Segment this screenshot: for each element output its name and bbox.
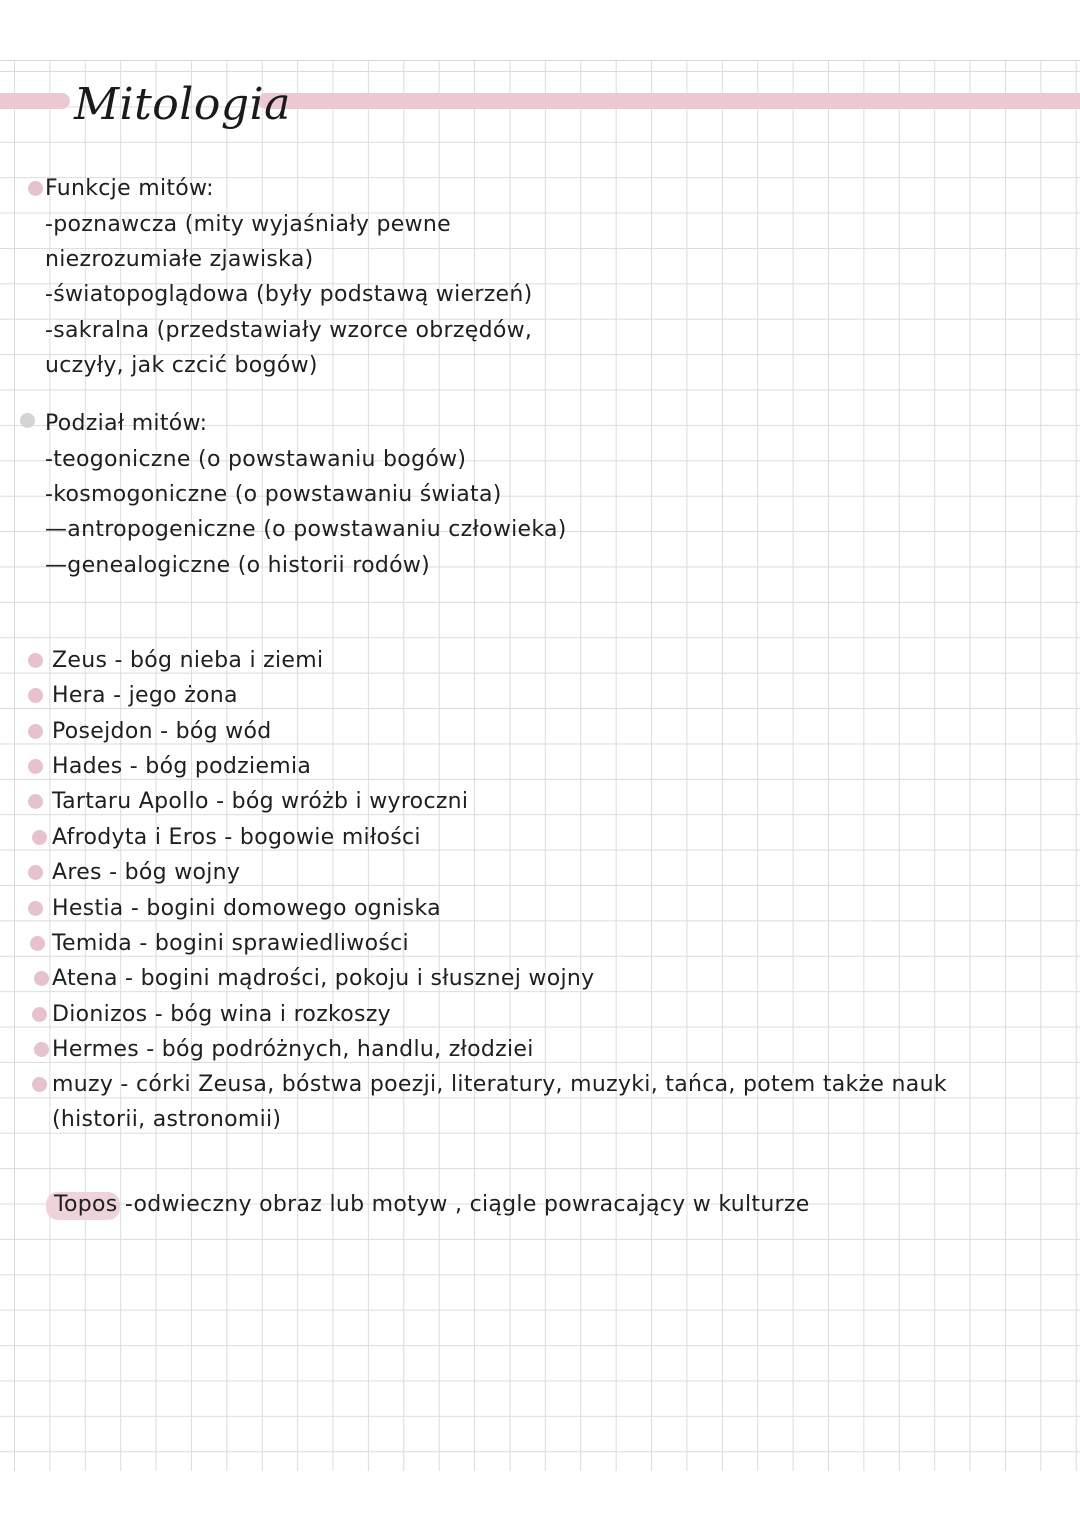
god-list-item: Zeus - bóg nieba i ziemi — [52, 648, 324, 673]
bullet-dot-icon — [28, 181, 43, 196]
topos-definition — [54, 1187, 810, 1222]
functions-line: -światopoglądowa (były podstawą wierzeń) — [45, 282, 533, 307]
functions-line: -sakralna (przedstawiały wzorce obrzędów, — [45, 318, 533, 343]
bullet-dot-icon — [28, 865, 43, 880]
grid-paper — [0, 60, 1080, 1471]
division-line: —antropogeniczne (o powstawaniu człowieka) — [45, 517, 567, 542]
section-heading-division: Podział mitów: — [45, 411, 208, 436]
god-list-item: muzy - córki Zeusa, bóstwa poezji, literatury, muzyki, tańca, potem także nauk — [52, 1072, 947, 1097]
title-band-right — [258, 93, 1080, 109]
bullet-dot-icon — [28, 901, 43, 916]
god-list-item-continuation: (historii, astronomii) — [52, 1107, 282, 1132]
division-line: -kosmogoniczne (o powstawaniu świata) — [45, 482, 502, 507]
god-list-item: Ares - bóg wojny — [52, 860, 241, 885]
topos-text: -odwieczny obraz lub motyw , ciągle powracający w kulturze — [117, 1192, 810, 1217]
title-band-left — [0, 93, 70, 109]
bullet-dot-icon — [20, 413, 35, 428]
bullet-dot-icon — [32, 1077, 47, 1092]
god-list-item: Hades - bóg podziemia — [52, 754, 312, 779]
bullet-dot-icon — [28, 653, 43, 668]
god-list-item: Atena - bogini mądrości, pokoju i słusznej wojny — [52, 966, 595, 991]
section-heading-functions: Funkcje mitów: — [45, 176, 214, 201]
god-list-item: Posejdon - bóg wód — [52, 719, 272, 744]
division-line: —genealogiczne (o historii rodów) — [45, 553, 431, 578]
god-list-item: Temida - bogini sprawiedliwości — [52, 931, 409, 956]
god-list-item: Tartaru Apollo - bóg wróżb i wyroczni — [52, 789, 469, 814]
page-title: Mitologia — [74, 79, 291, 130]
bullet-dot-icon — [32, 1007, 47, 1022]
bullet-dot-icon — [30, 936, 45, 951]
bullet-dot-icon — [28, 688, 43, 703]
god-list-item: Dionizos - bóg wina i rozkoszy — [52, 1002, 391, 1027]
god-list-item: Hestia - bogini domowego ogniska — [52, 896, 441, 921]
bullet-dot-icon — [32, 830, 47, 845]
bullet-dot-icon — [34, 971, 49, 986]
bullet-dot-icon — [28, 724, 43, 739]
functions-line: niezrozumiałe zjawiska) — [45, 247, 314, 272]
functions-line: -poznawcza (mity wyjaśniały pewne — [45, 212, 451, 237]
bullet-dot-icon — [28, 794, 43, 809]
functions-line: uczyły, jak czcić bogów) — [45, 353, 318, 378]
god-list-item: Afrodyta i Eros - bogowie miłości — [52, 825, 421, 850]
god-list-item: Hermes - bóg podróżnych, handlu, złodziei — [52, 1037, 534, 1062]
division-line: -teogoniczne (o powstawaniu bogów) — [45, 447, 467, 472]
bullet-dot-icon — [34, 1042, 49, 1057]
topos-term: Topos — [54, 1192, 118, 1217]
bullet-dot-icon — [28, 759, 43, 774]
god-list-item: Hera - jego żona — [52, 683, 238, 708]
